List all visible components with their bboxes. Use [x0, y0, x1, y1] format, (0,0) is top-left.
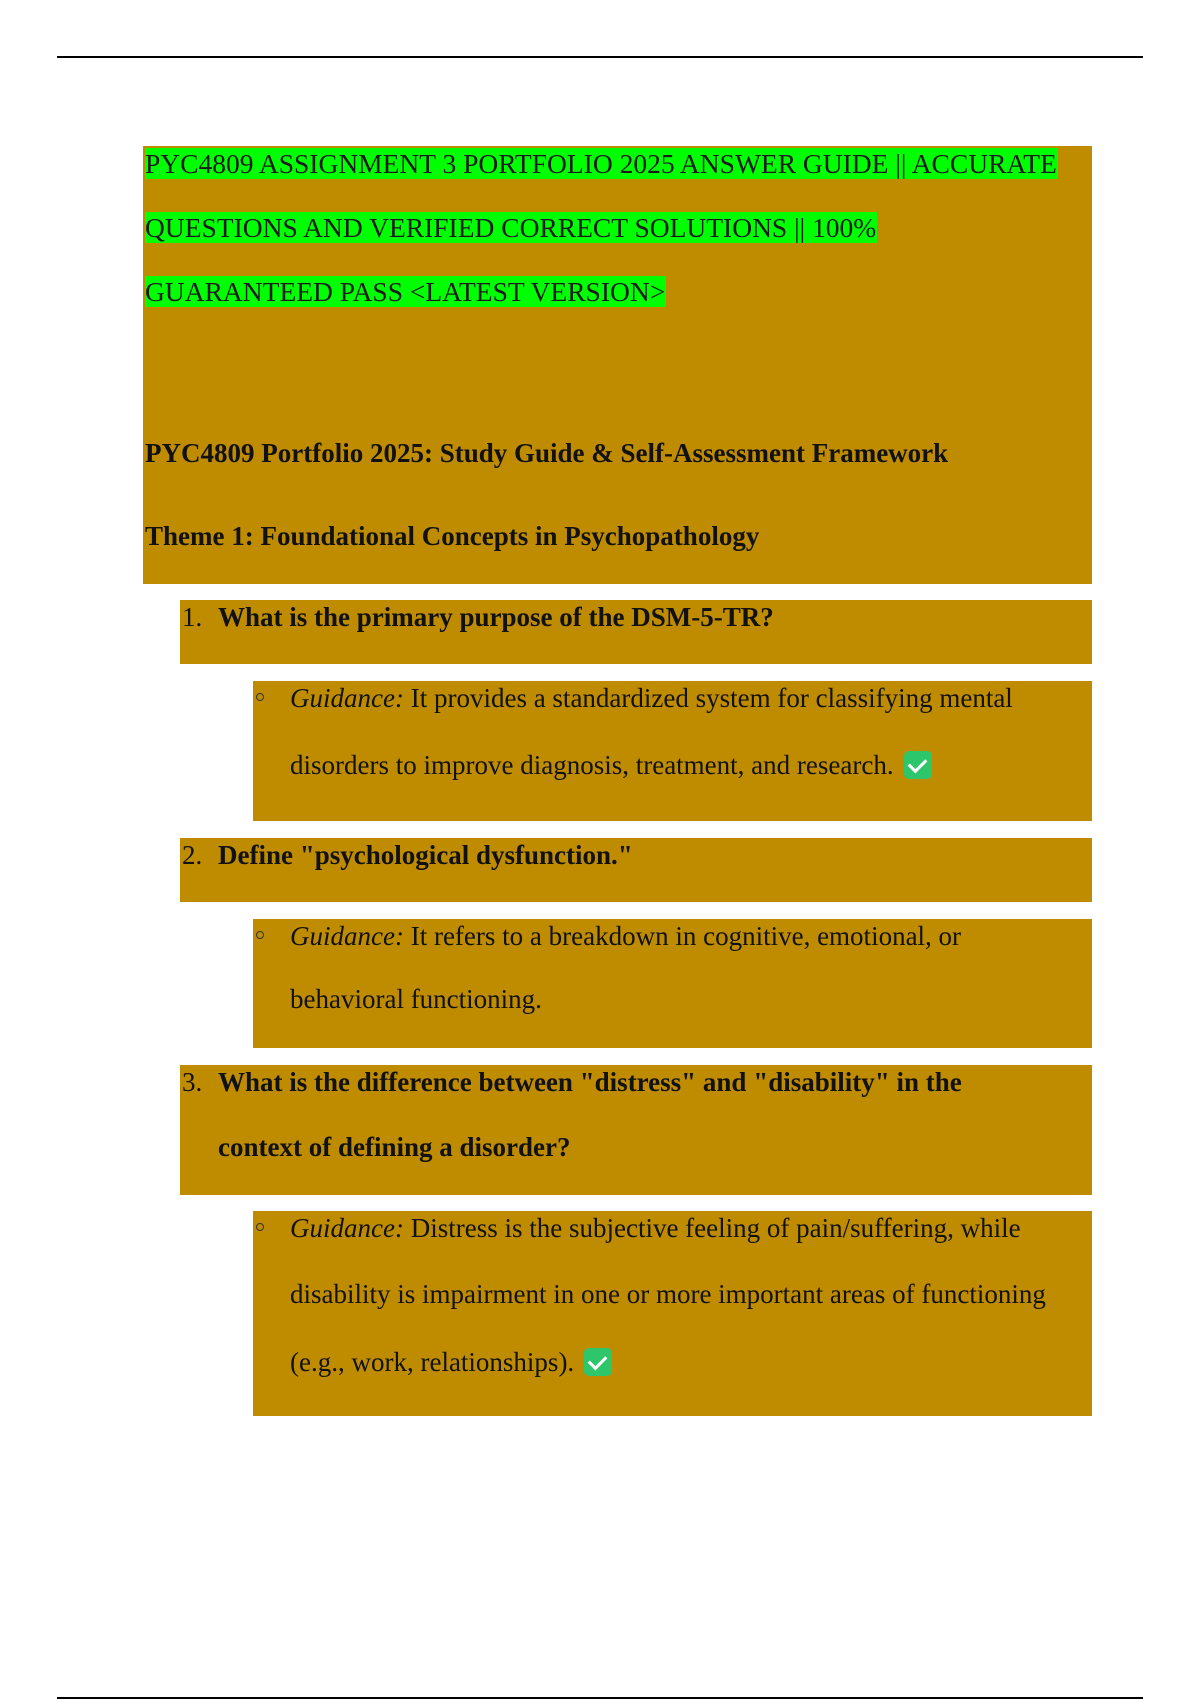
- study-guide-heading: PYC4809 Portfolio 2025: Study Guide & Self-Assessment Framework: [145, 438, 949, 468]
- theme-heading: Theme 1: Foundational Concepts in Psychopathology: [145, 521, 760, 551]
- question-3: [180, 1065, 1092, 1195]
- guidance-line: Guidance: It provides a standardized system for classifying mental: [290, 683, 1013, 713]
- question-text: context of defining a disorder?: [218, 1132, 571, 1162]
- guidance-label: Guidance:: [290, 1213, 404, 1243]
- question-2: [180, 838, 1092, 902]
- guidance-label: Guidance:: [290, 921, 404, 951]
- guidance-3: [253, 1211, 1092, 1416]
- document-title-line-2: QUESTIONS AND VERIFIED CORRECT SOLUTIONS || 100%: [145, 212, 877, 243]
- question-1: [180, 600, 1092, 664]
- guidance-line: (e.g., work, relationships).: [290, 1345, 612, 1379]
- title-section: [143, 146, 1092, 584]
- guidance-line: behavioral functioning.: [290, 984, 542, 1014]
- bullet-icon: [256, 1223, 264, 1231]
- header-rule: [57, 56, 1143, 58]
- bullet-icon: [256, 693, 264, 701]
- question-number: 1.: [182, 602, 203, 632]
- guidance-line: Guidance: It refers to a breakdown in cognitive, emotional, or: [290, 921, 962, 951]
- document-title-line-1: PYC4809 ASSIGNMENT 3 PORTFOLIO 2025 ANSWER GUIDE || ACCURATE: [145, 148, 1057, 179]
- guidance-label: Guidance:: [290, 683, 404, 713]
- guidance-line: Guidance: Distress is the subjective feeling of pain/suffering, while: [290, 1213, 1021, 1243]
- check-icon: [584, 1348, 612, 1376]
- document-title-line-3: GUARANTEED PASS <LATEST VERSION>: [145, 276, 666, 307]
- question-number: 3.: [182, 1067, 203, 1097]
- question-text: What is the difference between "distress" and "disability" in the: [218, 1067, 962, 1097]
- guidance-line: disability is impairment in one or more important areas of functioning: [290, 1279, 1046, 1309]
- guidance-line: disorders to improve diagnosis, treatment, and research.: [290, 748, 932, 782]
- question-text: Define "psychological dysfunction.": [218, 840, 633, 870]
- guidance-1: [253, 681, 1092, 821]
- check-icon: [904, 751, 932, 779]
- guidance-2: [253, 919, 1092, 1048]
- question-text: What is the primary purpose of the DSM-5-TR?: [218, 602, 774, 632]
- footer-rule: [57, 1697, 1143, 1699]
- bullet-icon: [256, 931, 264, 939]
- question-number: 2.: [182, 840, 203, 870]
